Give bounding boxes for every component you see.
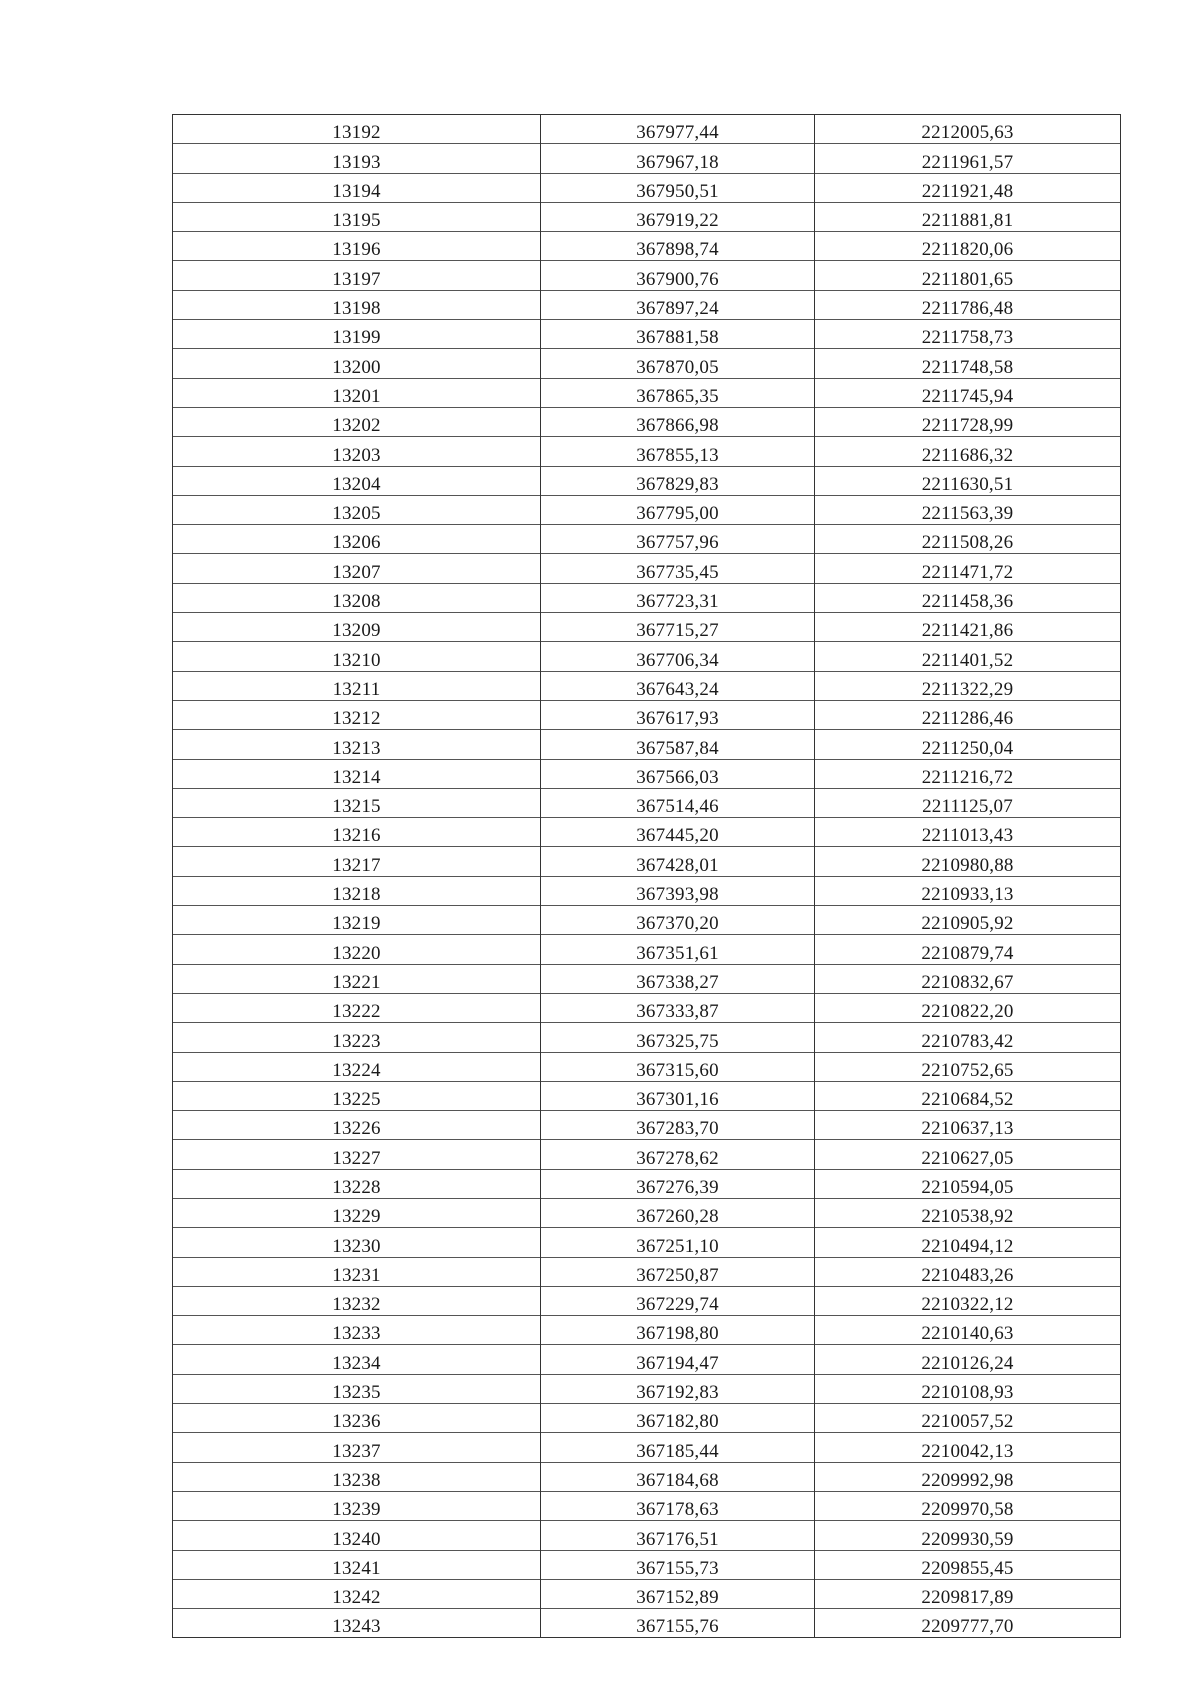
point-number-cell: 13232 [173, 1286, 541, 1315]
table-row [173, 876, 1121, 905]
x-coordinate-cell: 367178,63 [541, 1491, 815, 1520]
x-coordinate-cell: 367152,89 [541, 1579, 815, 1608]
table-row [173, 437, 1121, 466]
y-coordinate-cell: 2210933,13 [815, 876, 1121, 905]
y-coordinate-cell: 2210980,88 [815, 847, 1121, 876]
table-row [173, 554, 1121, 583]
table-row [173, 759, 1121, 788]
point-number-cell: 13207 [173, 554, 541, 583]
table-row [173, 407, 1121, 436]
y-coordinate-cell: 2210483,26 [815, 1257, 1121, 1286]
y-coordinate-cell: 2209777,70 [815, 1609, 1121, 1638]
x-coordinate-cell: 367251,10 [541, 1228, 815, 1257]
point-number-cell: 13236 [173, 1404, 541, 1433]
point-number-cell: 13203 [173, 437, 541, 466]
point-number-cell: 13199 [173, 320, 541, 349]
y-coordinate-cell: 2210538,92 [815, 1198, 1121, 1227]
coordinates-table [172, 114, 1121, 1638]
point-number-cell: 13216 [173, 818, 541, 847]
point-number-cell: 13211 [173, 671, 541, 700]
point-number-cell: 13213 [173, 730, 541, 759]
x-coordinate-cell: 367514,46 [541, 788, 815, 817]
point-number-cell: 13209 [173, 613, 541, 642]
table-row [173, 232, 1121, 261]
point-number-cell: 13201 [173, 378, 541, 407]
y-coordinate-cell: 2211820,06 [815, 232, 1121, 261]
y-coordinate-cell: 2209970,58 [815, 1491, 1121, 1520]
x-coordinate-cell: 367184,68 [541, 1462, 815, 1491]
table-row [173, 788, 1121, 817]
y-coordinate-cell: 2211286,46 [815, 700, 1121, 729]
y-coordinate-cell: 2211013,43 [815, 818, 1121, 847]
x-coordinate-cell: 367325,75 [541, 1023, 815, 1052]
y-coordinate-cell: 2212005,63 [815, 115, 1121, 144]
table-row [173, 1404, 1121, 1433]
x-coordinate-cell: 367278,62 [541, 1140, 815, 1169]
x-coordinate-cell: 367301,16 [541, 1081, 815, 1110]
table-row [173, 320, 1121, 349]
point-number-cell: 13228 [173, 1169, 541, 1198]
y-coordinate-cell: 2211745,94 [815, 378, 1121, 407]
x-coordinate-cell: 367617,93 [541, 700, 815, 729]
x-coordinate-cell: 367587,84 [541, 730, 815, 759]
x-coordinate-cell: 367351,61 [541, 935, 815, 964]
point-number-cell: 13240 [173, 1521, 541, 1550]
x-coordinate-cell: 367866,98 [541, 407, 815, 436]
point-number-cell: 13229 [173, 1198, 541, 1227]
y-coordinate-cell: 2210879,74 [815, 935, 1121, 964]
table-row [173, 202, 1121, 231]
y-coordinate-cell: 2210822,20 [815, 993, 1121, 1022]
point-number-cell: 13234 [173, 1345, 541, 1374]
table-row [173, 1081, 1121, 1110]
table-row [173, 1052, 1121, 1081]
point-number-cell: 13241 [173, 1550, 541, 1579]
y-coordinate-cell: 2209992,98 [815, 1462, 1121, 1491]
point-number-cell: 13222 [173, 993, 541, 1022]
x-coordinate-cell: 367155,73 [541, 1550, 815, 1579]
table-row [173, 700, 1121, 729]
point-number-cell: 13202 [173, 407, 541, 436]
y-coordinate-cell: 2210627,05 [815, 1140, 1121, 1169]
y-coordinate-cell: 2210057,52 [815, 1404, 1121, 1433]
x-coordinate-cell: 367900,76 [541, 261, 815, 290]
point-number-cell: 13197 [173, 261, 541, 290]
x-coordinate-cell: 367898,74 [541, 232, 815, 261]
point-number-cell: 13204 [173, 466, 541, 495]
table-row [173, 1462, 1121, 1491]
y-coordinate-cell: 2211630,51 [815, 466, 1121, 495]
point-number-cell: 13206 [173, 525, 541, 554]
table-row [173, 1140, 1121, 1169]
point-number-cell: 13196 [173, 232, 541, 261]
point-number-cell: 13235 [173, 1374, 541, 1403]
table-row [173, 1609, 1121, 1638]
table-row [173, 642, 1121, 671]
y-coordinate-cell: 2210684,52 [815, 1081, 1121, 1110]
table-row [173, 993, 1121, 1022]
y-coordinate-cell: 2211758,73 [815, 320, 1121, 349]
y-coordinate-cell: 2211921,48 [815, 173, 1121, 202]
y-coordinate-cell: 2210637,13 [815, 1111, 1121, 1140]
point-number-cell: 13225 [173, 1081, 541, 1110]
table-row [173, 964, 1121, 993]
x-coordinate-cell: 367829,83 [541, 466, 815, 495]
table-row [173, 495, 1121, 524]
point-number-cell: 13243 [173, 1609, 541, 1638]
x-coordinate-cell: 367950,51 [541, 173, 815, 202]
y-coordinate-cell: 2211728,99 [815, 407, 1121, 436]
x-coordinate-cell: 367428,01 [541, 847, 815, 876]
point-number-cell: 13221 [173, 964, 541, 993]
x-coordinate-cell: 367855,13 [541, 437, 815, 466]
x-coordinate-cell: 367566,03 [541, 759, 815, 788]
x-coordinate-cell: 367881,58 [541, 320, 815, 349]
x-coordinate-cell: 367198,80 [541, 1316, 815, 1345]
x-coordinate-cell: 367283,70 [541, 1111, 815, 1140]
x-coordinate-cell: 367757,96 [541, 525, 815, 554]
y-coordinate-cell: 2211250,04 [815, 730, 1121, 759]
table-row [173, 1579, 1121, 1608]
y-coordinate-cell: 2210905,92 [815, 906, 1121, 935]
point-number-cell: 13210 [173, 642, 541, 671]
table-row [173, 906, 1121, 935]
x-coordinate-cell: 367229,74 [541, 1286, 815, 1315]
point-number-cell: 13224 [173, 1052, 541, 1081]
point-number-cell: 13215 [173, 788, 541, 817]
table-row [173, 1491, 1121, 1520]
x-coordinate-cell: 367194,47 [541, 1345, 815, 1374]
y-coordinate-cell: 2211322,29 [815, 671, 1121, 700]
point-number-cell: 13242 [173, 1579, 541, 1608]
y-coordinate-cell: 2211801,65 [815, 261, 1121, 290]
x-coordinate-cell: 367795,00 [541, 495, 815, 524]
point-number-cell: 13217 [173, 847, 541, 876]
table-row [173, 1374, 1121, 1403]
point-number-cell: 13218 [173, 876, 541, 905]
point-number-cell: 13227 [173, 1140, 541, 1169]
x-coordinate-cell: 367735,45 [541, 554, 815, 583]
y-coordinate-cell: 2210126,24 [815, 1345, 1121, 1374]
x-coordinate-cell: 367706,34 [541, 642, 815, 671]
x-coordinate-cell: 367897,24 [541, 290, 815, 319]
y-coordinate-cell: 2210108,93 [815, 1374, 1121, 1403]
table-row [173, 144, 1121, 173]
y-coordinate-cell: 2210752,65 [815, 1052, 1121, 1081]
y-coordinate-cell: 2209930,59 [815, 1521, 1121, 1550]
table-row [173, 847, 1121, 876]
table-row [173, 1521, 1121, 1550]
table-row [173, 1169, 1121, 1198]
y-coordinate-cell: 2210042,13 [815, 1433, 1121, 1462]
x-coordinate-cell: 367865,35 [541, 378, 815, 407]
y-coordinate-cell: 2210140,63 [815, 1316, 1121, 1345]
point-number-cell: 13194 [173, 173, 541, 202]
table-row [173, 466, 1121, 495]
x-coordinate-cell: 367176,51 [541, 1521, 815, 1550]
point-number-cell: 13230 [173, 1228, 541, 1257]
y-coordinate-cell: 2211458,36 [815, 583, 1121, 612]
y-coordinate-cell: 2210832,67 [815, 964, 1121, 993]
point-number-cell: 13233 [173, 1316, 541, 1345]
y-coordinate-cell: 2211881,81 [815, 202, 1121, 231]
table-row [173, 1433, 1121, 1462]
table-row [173, 1286, 1121, 1315]
point-number-cell: 13195 [173, 202, 541, 231]
table-row [173, 583, 1121, 612]
point-number-cell: 13231 [173, 1257, 541, 1286]
x-coordinate-cell: 367333,87 [541, 993, 815, 1022]
point-number-cell: 13226 [173, 1111, 541, 1140]
table-row [173, 261, 1121, 290]
table-row [173, 1345, 1121, 1374]
point-number-cell: 13238 [173, 1462, 541, 1491]
y-coordinate-cell: 2210594,05 [815, 1169, 1121, 1198]
x-coordinate-cell: 367445,20 [541, 818, 815, 847]
table-row [173, 935, 1121, 964]
x-coordinate-cell: 367155,76 [541, 1609, 815, 1638]
table-row [173, 1316, 1121, 1345]
x-coordinate-cell: 367192,83 [541, 1374, 815, 1403]
x-coordinate-cell: 367182,80 [541, 1404, 815, 1433]
table-row [173, 1228, 1121, 1257]
table-row [173, 818, 1121, 847]
y-coordinate-cell: 2211563,39 [815, 495, 1121, 524]
x-coordinate-cell: 367315,60 [541, 1052, 815, 1081]
point-number-cell: 13239 [173, 1491, 541, 1520]
y-coordinate-cell: 2211786,48 [815, 290, 1121, 319]
x-coordinate-cell: 367185,44 [541, 1433, 815, 1462]
x-coordinate-cell: 367870,05 [541, 349, 815, 378]
x-coordinate-cell: 367967,18 [541, 144, 815, 173]
x-coordinate-cell: 367250,87 [541, 1257, 815, 1286]
table-row [173, 115, 1121, 144]
point-number-cell: 13198 [173, 290, 541, 319]
x-coordinate-cell: 367723,31 [541, 583, 815, 612]
y-coordinate-cell: 2211401,52 [815, 642, 1121, 671]
y-coordinate-cell: 2209817,89 [815, 1579, 1121, 1608]
table-row [173, 173, 1121, 202]
point-number-cell: 13223 [173, 1023, 541, 1052]
table-row [173, 525, 1121, 554]
point-number-cell: 13237 [173, 1433, 541, 1462]
point-number-cell: 13214 [173, 759, 541, 788]
point-number-cell: 13220 [173, 935, 541, 964]
y-coordinate-cell: 2211421,86 [815, 613, 1121, 642]
point-number-cell: 13208 [173, 583, 541, 612]
x-coordinate-cell: 367260,28 [541, 1198, 815, 1227]
table-row [173, 1111, 1121, 1140]
x-coordinate-cell: 367977,44 [541, 115, 815, 144]
point-number-cell: 13200 [173, 349, 541, 378]
y-coordinate-cell: 2210322,12 [815, 1286, 1121, 1315]
x-coordinate-cell: 367338,27 [541, 964, 815, 993]
y-coordinate-cell: 2211686,32 [815, 437, 1121, 466]
x-coordinate-cell: 367276,39 [541, 1169, 815, 1198]
y-coordinate-cell: 2211471,72 [815, 554, 1121, 583]
table-row [173, 671, 1121, 700]
table-row [173, 1198, 1121, 1227]
x-coordinate-cell: 367370,20 [541, 906, 815, 935]
table-row [173, 730, 1121, 759]
x-coordinate-cell: 367715,27 [541, 613, 815, 642]
x-coordinate-cell: 367393,98 [541, 876, 815, 905]
y-coordinate-cell: 2211125,07 [815, 788, 1121, 817]
point-number-cell: 13192 [173, 115, 541, 144]
table-row [173, 378, 1121, 407]
point-number-cell: 13205 [173, 495, 541, 524]
point-number-cell: 13212 [173, 700, 541, 729]
table-row [173, 1257, 1121, 1286]
table-row [173, 1550, 1121, 1579]
point-number-cell: 13219 [173, 906, 541, 935]
y-coordinate-cell: 2209855,45 [815, 1550, 1121, 1579]
table-row [173, 290, 1121, 319]
y-coordinate-cell: 2210783,42 [815, 1023, 1121, 1052]
y-coordinate-cell: 2211748,58 [815, 349, 1121, 378]
y-coordinate-cell: 2211961,57 [815, 144, 1121, 173]
coordinates-table-body [173, 115, 1121, 1638]
y-coordinate-cell: 2211216,72 [815, 759, 1121, 788]
y-coordinate-cell: 2211508,26 [815, 525, 1121, 554]
table-row [173, 1023, 1121, 1052]
table-row [173, 613, 1121, 642]
y-coordinate-cell: 2210494,12 [815, 1228, 1121, 1257]
table-row [173, 349, 1121, 378]
point-number-cell: 13193 [173, 144, 541, 173]
x-coordinate-cell: 367919,22 [541, 202, 815, 231]
x-coordinate-cell: 367643,24 [541, 671, 815, 700]
